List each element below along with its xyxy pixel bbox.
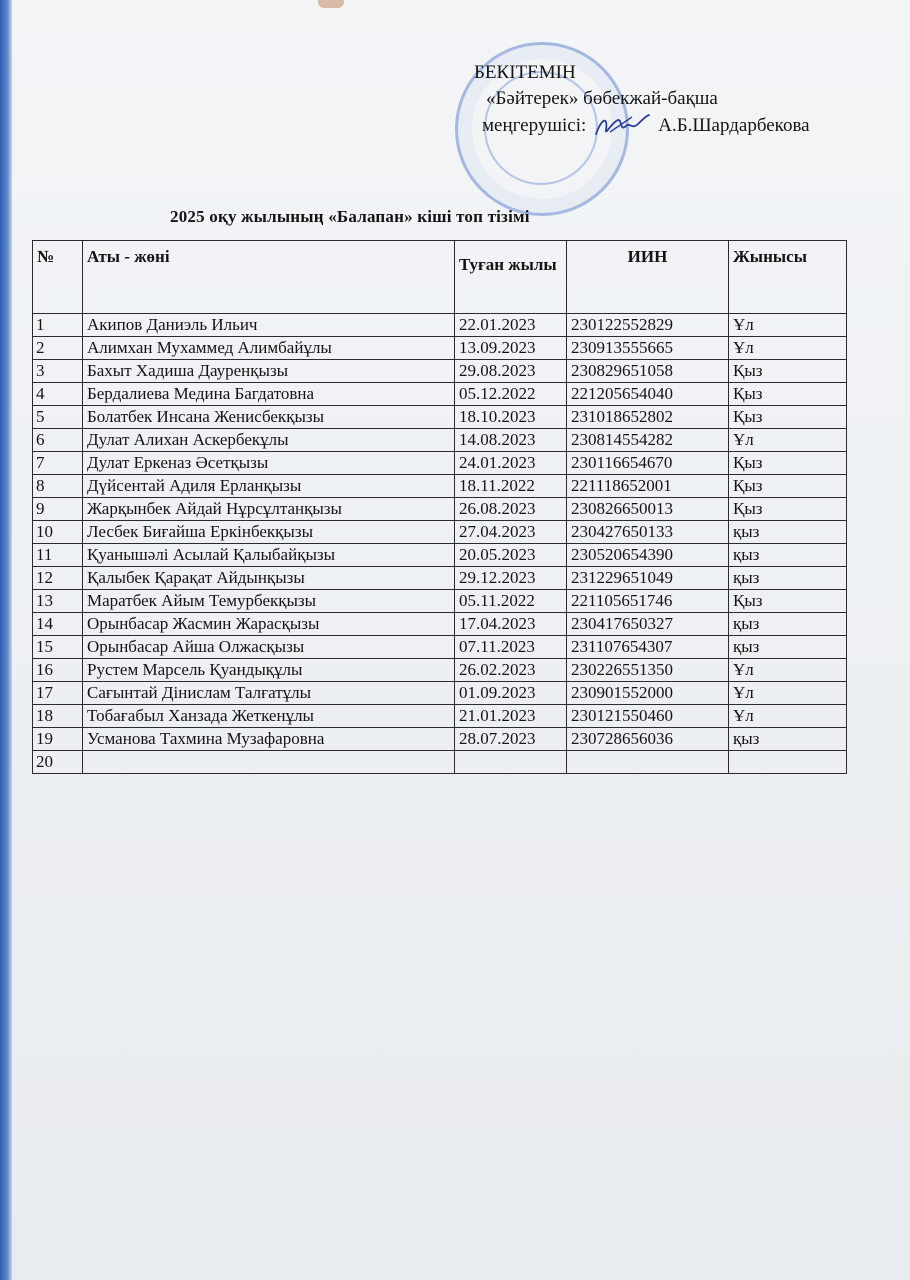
birth-date: 18.10.2023 <box>455 406 567 429</box>
iin-number: 221205654040 <box>567 383 729 406</box>
gender <box>729 751 847 774</box>
child-name: Алимхан Мухаммед Алимбайұлы <box>83 337 455 360</box>
row-number: 11 <box>33 544 83 567</box>
table-row <box>33 751 847 774</box>
birth-date: 24.01.2023 <box>455 452 567 475</box>
birth-date: 26.02.2023 <box>455 659 567 682</box>
birth-date: 07.11.2023 <box>455 636 567 659</box>
approval-role: меңгерушісі: <box>482 115 587 136</box>
child-name: Усманова Тахмина Музафаровна <box>83 728 455 751</box>
child-name: Орынбасар Айша Олжасқызы <box>83 636 455 659</box>
child-name: Лесбек Биғайша Еркінбекқызы <box>83 521 455 544</box>
approval-signature-line <box>482 112 874 140</box>
gender: қыз <box>729 728 847 751</box>
header-num: № <box>33 241 83 314</box>
birth-date: 29.08.2023 <box>455 360 567 383</box>
table-header-row <box>33 241 847 314</box>
approval-signatory: А.Б.Шардарбекова <box>658 115 810 136</box>
birth-date: 29.12.2023 <box>455 567 567 590</box>
approval-organization: «Бәйтерек» бөбекжай-бақша <box>486 88 718 109</box>
gender: Қыз <box>729 383 847 406</box>
iin-number: 230814554282 <box>567 429 729 452</box>
child-name: Сағынтай Дінислам Талғатұлы <box>83 682 455 705</box>
row-number: 7 <box>33 452 83 475</box>
row-number: 20 <box>33 751 83 774</box>
iin-number: 230427650133 <box>567 521 729 544</box>
iin-number: 230226551350 <box>567 659 729 682</box>
child-name: Акипов Даниэль Ильич <box>83 314 455 337</box>
iin-number: 230913555665 <box>567 337 729 360</box>
gender: Қыз <box>729 590 847 613</box>
table-row <box>33 613 847 636</box>
gender: қыз <box>729 521 847 544</box>
row-number: 2 <box>33 337 83 360</box>
child-name: Дулат Алихан Аскербекұлы <box>83 429 455 452</box>
gender: Қыз <box>729 406 847 429</box>
row-number: 15 <box>33 636 83 659</box>
table-row <box>33 682 847 705</box>
iin-number: 231229651049 <box>567 567 729 590</box>
iin-number: 231018652802 <box>567 406 729 429</box>
gender: Ұл <box>729 337 847 360</box>
table-row <box>33 314 847 337</box>
table-row <box>33 475 847 498</box>
signature-icon <box>592 112 652 140</box>
row-number: 19 <box>33 728 83 751</box>
birth-date: 17.04.2023 <box>455 613 567 636</box>
table-row <box>33 636 847 659</box>
birth-date: 18.11.2022 <box>455 475 567 498</box>
gender: Қыз <box>729 498 847 521</box>
iin-number: 230116654670 <box>567 452 729 475</box>
iin-number: 221118652001 <box>567 475 729 498</box>
gender: қыз <box>729 544 847 567</box>
row-number: 13 <box>33 590 83 613</box>
birth-date: 21.01.2023 <box>455 705 567 728</box>
iin-number: 230728656036 <box>567 728 729 751</box>
table-row <box>33 360 847 383</box>
row-number: 10 <box>33 521 83 544</box>
birth-date: 05.12.2022 <box>455 383 567 406</box>
iin-number: 230901552000 <box>567 682 729 705</box>
gender: Ұл <box>729 705 847 728</box>
header-gender: Жынысы <box>729 241 847 314</box>
table-row <box>33 383 847 406</box>
iin-number: 230520654390 <box>567 544 729 567</box>
page-edge-strip <box>0 0 12 1280</box>
approval-heading: БЕКІТЕМІН <box>474 62 576 83</box>
table-row <box>33 429 847 452</box>
iin-number: 231107654307 <box>567 636 729 659</box>
child-name: Қуанышәлі Асылай Қалыбайқызы <box>83 544 455 567</box>
birth-date: 28.07.2023 <box>455 728 567 751</box>
table-row <box>33 705 847 728</box>
child-name: Маратбек Айым Темурбекқызы <box>83 590 455 613</box>
child-name: Бахыт Хадиша Дауренқызы <box>83 360 455 383</box>
gender: Ұл <box>729 659 847 682</box>
child-name: Жарқынбек Айдай Нұрсұлтанқызы <box>83 498 455 521</box>
gender: Ұл <box>729 429 847 452</box>
child-name: Болатбек Инсана Женисбекқызы <box>83 406 455 429</box>
table-row <box>33 498 847 521</box>
iin-number: 230122552829 <box>567 314 729 337</box>
table-row <box>33 659 847 682</box>
gender: қыз <box>729 636 847 659</box>
birth-date: 26.08.2023 <box>455 498 567 521</box>
table-row <box>33 544 847 567</box>
row-number: 12 <box>33 567 83 590</box>
table-row <box>33 337 847 360</box>
row-number: 9 <box>33 498 83 521</box>
table-row <box>33 728 847 751</box>
birth-date: 22.01.2023 <box>455 314 567 337</box>
gender: Қыз <box>729 452 847 475</box>
table-row <box>33 521 847 544</box>
document-title: 2025 оқу жылының «Балапан» кіші топ тізімі <box>170 207 530 226</box>
header-born: Туған жылы <box>455 241 567 314</box>
row-number: 1 <box>33 314 83 337</box>
child-name: Рустем Марсель Қуандықұлы <box>83 659 455 682</box>
header-iin: ИИН <box>567 241 729 314</box>
table-row <box>33 406 847 429</box>
children-roster-table <box>32 240 847 774</box>
gender: Қыз <box>729 360 847 383</box>
child-name: Орынбасар Жасмин Жарасқызы <box>83 613 455 636</box>
table-row <box>33 590 847 613</box>
row-number: 18 <box>33 705 83 728</box>
child-name: Бердалиева Медина Багдатовна <box>83 383 455 406</box>
gender: Қыз <box>729 475 847 498</box>
row-number: 17 <box>33 682 83 705</box>
iin-number <box>567 751 729 774</box>
row-number: 4 <box>33 383 83 406</box>
birth-date: 05.11.2022 <box>455 590 567 613</box>
row-number: 8 <box>33 475 83 498</box>
child-name: Дүйсентай Адиля Ерланқызы <box>83 475 455 498</box>
row-number: 6 <box>33 429 83 452</box>
row-number: 5 <box>33 406 83 429</box>
header-name: Аты - жөні <box>83 241 455 314</box>
gender: қыз <box>729 567 847 590</box>
birth-date: 13.09.2023 <box>455 337 567 360</box>
child-name: Дулат Еркеназ Әсетқызы <box>83 452 455 475</box>
child-name: Қалыбек Қарақат Айдынқызы <box>83 567 455 590</box>
birth-date <box>455 751 567 774</box>
child-name: Тобағабыл Ханзада Жеткенұлы <box>83 705 455 728</box>
iin-number: 221105651746 <box>567 590 729 613</box>
gender: қыз <box>729 613 847 636</box>
row-number: 16 <box>33 659 83 682</box>
birth-date: 20.05.2023 <box>455 544 567 567</box>
birth-date: 14.08.2023 <box>455 429 567 452</box>
table-row <box>33 567 847 590</box>
table-row <box>33 452 847 475</box>
birth-date: 27.04.2023 <box>455 521 567 544</box>
table-body <box>33 314 847 774</box>
iin-number: 230121550460 <box>567 705 729 728</box>
iin-number: 230829651058 <box>567 360 729 383</box>
iin-number: 230417650327 <box>567 613 729 636</box>
row-number: 3 <box>33 360 83 383</box>
row-number: 14 <box>33 613 83 636</box>
top-edge-mark <box>318 0 344 8</box>
child-name <box>83 751 455 774</box>
gender: Ұл <box>729 314 847 337</box>
birth-date: 01.09.2023 <box>455 682 567 705</box>
gender: Ұл <box>729 682 847 705</box>
approval-block <box>474 60 874 140</box>
iin-number: 230826650013 <box>567 498 729 521</box>
